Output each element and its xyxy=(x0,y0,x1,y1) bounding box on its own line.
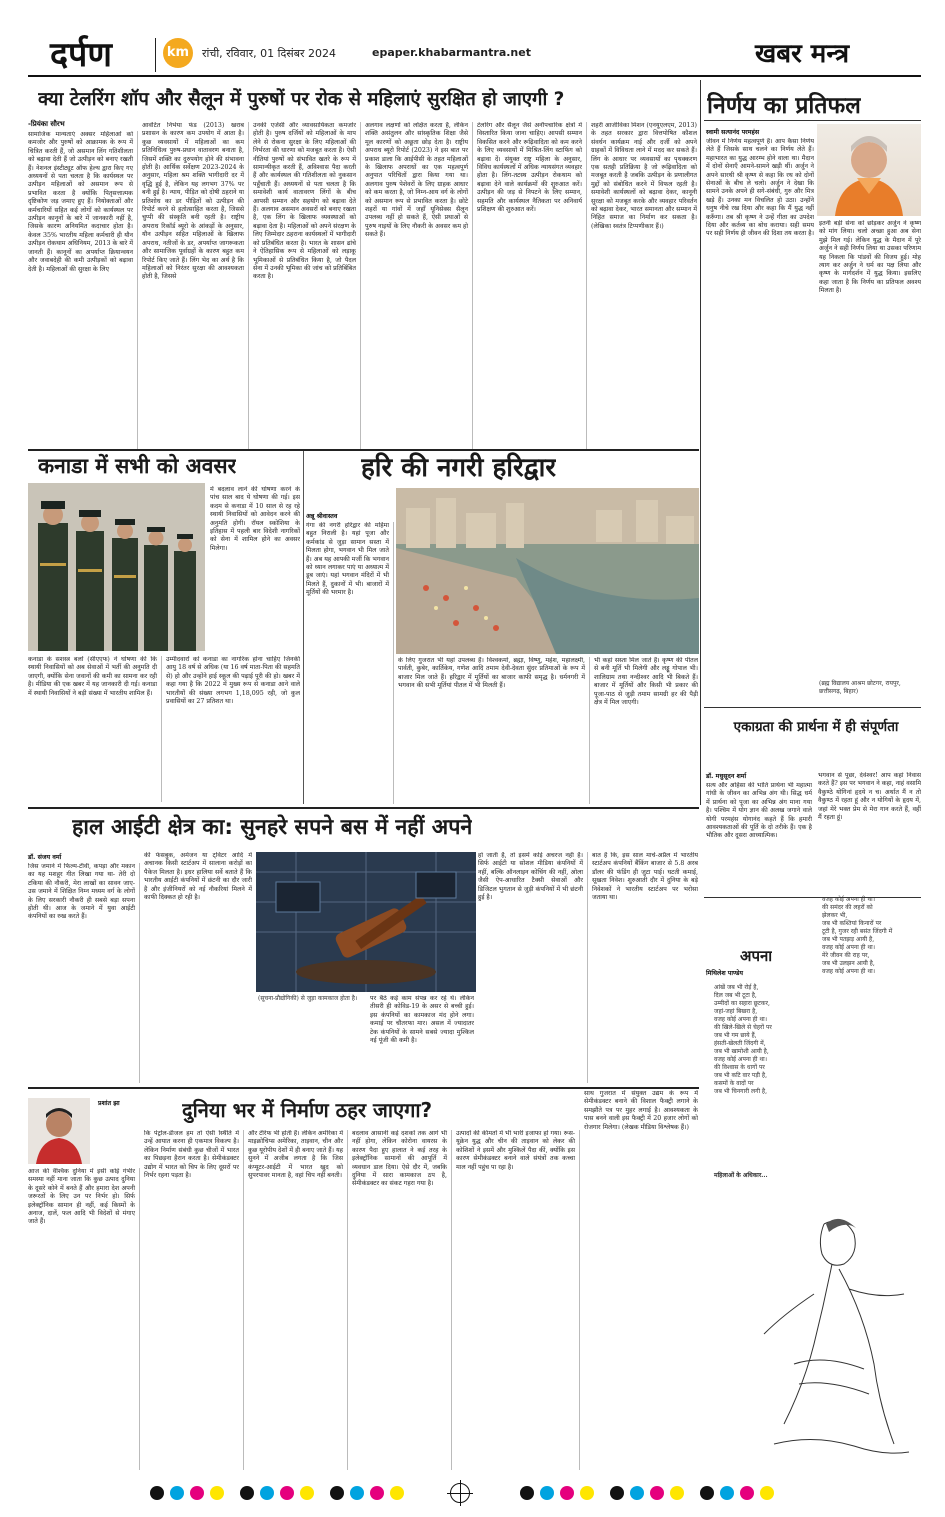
lead-col-6: शहरी आजीविका मिशन (एनयूएलएम, 2013) के तहत सरकार द्वारा वित्तपोषित कौशल संवर्धन कार्यक्रम नाई और दर्जी को अपने ग्राहकों में विविधता लाने में मदद कर सकते हैं। लिंग के आधार पर व्यवसायों का पृथक्करण एक सतही प्रतिक्रिया है जो रूढ़िवादिता को मजबूत करती है जबकि उत्पीड़न के प्रणालीगत मुद्दों को संबोधित करने में विफल रहती है। समावेशी कार्यस्थलों को बढ़ावा देकर, कानूनी सुरक्षा को मजबूत करके और व्यवहार परिवर्तन को बढ़ावा देकर, भारत समानता और सम्मान में निहित समाज का निर्माण कर सकता है। (लेखिका स्वतंत्र टिप्पणीकार हैं।) xyxy=(591,122,697,230)
duniya-byline: प्रशांत झा xyxy=(98,1100,120,1107)
duniya-col-1: आज की वैश्विक दुनिया में इसी कोई गंभीर समस्या नहीं माना जाता कि कुछ उत्पाद दुनिया के दूसरे कोने में बनते हैं और हमारा देश अपनी जरूरतों के लिए उन पर निर्भर हो। सिर्फ इलेक्ट्रॉनिक सामान ही नहीं, कई किस्मों के अनाज, दालें, फल आदि भी विदेशों से मंगाए जाते हैं। xyxy=(28,1168,140,1470)
art-caption: महिलाओं के अधिकार... xyxy=(714,1172,768,1179)
it-col-5: बात है कि, इस साल मार्च-अप्रैल में भारतीय स्टार्टअप कंपनियों बैंकिंग बाजार से 5.8 अरब डॉलर की फंडिंग ही जुटा पाई। घटती कमाई, सूखता निवेश। शुरुआती दौर में दुनिया के बड़े निवेशकों ने भारतीय स्टार्टअप पर भरोसा जताया था। xyxy=(592,852,698,902)
lead-col-2: आवंटित निर्भया फंड (2013) खराब प्रशासन के कारण कम उपयोग में आता है। कुछ व्यवसायों में महिलाओं का कम प्रतिनिधित्व पुरुष-प्रधान वातावरण बनाता है, जिसमें शक्ति का दुरुपयोग होने की संभावना होती है। आर्थिक सर्वेक्षण 2023-2024 के अनुसार, महिला श्रम शक्ति भागीदारी दर में वृद्धि हुई है, लेकिन यह लगभग 37% पर बनी हुई है। न्याय, पीड़ित को दोषी ठहराने या प्रतिशोध का डर पीड़ितों को उत्पीड़न की रिपोर्ट करने से हतोत्साहित करता है, जिससे चुप्पी की संस्कृति बनी रहती है। राष्ट्रीय अपराध रिकॉर्ड ब्यूरो के आंकड़ों के अनुसार, यौन उत्पीड़न सहित महिलाओं के खिलाफ अपराध, नतीजों के डर, अपर्याप्त जागरूकता और सामाजिक पूर्वाग्रहों के कारण बहुत कम रिपोर्ट किए जाते हैं। लिंग भेद का अर्थ है कि महिलाओं को निरंतर सुरक्षा की आवश्यकता होती है, जिससे xyxy=(142,122,249,451)
poem-line: दिल जब भी टूटा है, xyxy=(714,992,757,999)
poem-line: टूटी है, गुजर रही बसंत जिंदगी में xyxy=(822,928,893,935)
duniya-col-5: उत्पादों की कीमतों में भी भारी इजाफा हो गया। रूस-यूक्रेन युद्ध और चीन की ताइवान को लेकर की कोशिशों ने इसमें और मुश्किलें पैदा कीं, क्योंकि इस कारण सेमीकंडक्टर बनाने वाले संयंत्रों तक कच्चा माल नहीं पहुंच पा रहा है। xyxy=(456,1130,580,1470)
it-col-4: हो जाती है, तो इसमें कोई अचरज नहीं है। सिर्फ आईटी या सोशल मीडिया कंपनियों में नहीं, बल्कि ऑनलाइन कोचिंग की नहीं, ओला जैसी ऐप-आधारित टैक्सी सेवाओं और डिजिटल भुगतान से जुड़ी कंपनियों में भी छंटनी हुई है। xyxy=(478,852,588,1083)
section-logo: दर्पण xyxy=(50,35,112,75)
canada-col-2: उम्मीदवारों को कनाडा का नागरिक होना चाहिए जिनकी आयु 18 वर्ष से अधिक (या 16 वर्ष माता-पिता की सहमति से) हो और उन्होंने हाई स्कूल की पढ़ाई पूरी की हो। खबर में कहा गया है कि 2022 में मुख्य रूप से कनाडा आने वाले भारतीयों की संख्या लगभग 1,18,095 रही, जो कुल प्रवासियों का 27 प्रतिशत था। xyxy=(166,656,300,706)
canada-col-1: कनाडा के सशस्त्र बलों (सीएएफ) ने घोषणा की कि स्थायी निवासियों को अब सेवाओं में भर्ती की अनुमति दी जाएगी, क्योंकि सेना जवानों की कमी का सामना कर रही है। मीडिया की एक खबर में यह जानकारी दी गई। कनाडा में स्थायी निवासियों ने बड़ी संख्या में भारतीय शामिल हैं। xyxy=(28,656,162,802)
poem-line: हंसती-खेलती जिंदगी में, xyxy=(714,1040,766,1047)
duniya-col-3: और टेरिफ भी होती हैं। लेकिन अमेरिका में माइक्रोचिप्स अमेरिका, ताइवान, चीन और कुछ यूरोपीय देशों में ही बनाए जाते हैं। यह सुनने में अजीब लगता है कि जिस कंप्यूटर-आईटी में भारत खुद को सुपरपावर मानता है, वहां चिप नहीं बनती। xyxy=(248,1130,348,1470)
it-headline: हाल आईटी क्षेत्र का: सुनहरे सपने बस में नहीं अपने xyxy=(72,815,473,840)
apna-poem xyxy=(714,984,818,1096)
sketch-illustration xyxy=(714,1184,921,1486)
nirnay-credit: (ब्रह्म विद्यालय आश्रम छोटगर, रायपुर, छत्तीसगढ़, बिहार) xyxy=(819,680,901,695)
registration-bar xyxy=(0,1478,945,1508)
haridwar-col-3: भी कहां सस्ता मिल जाते हैं। कृष्ण की पीतल से बनी मूर्ति भी मिलेगी और लड्डू गोपाल भी। शालिग्राम तथा नन्दीश्वर आदि भी बिकते हैं। बाजार में मूर्तियों और किसी भी प्रकार की पूजा-पाठ से जुड़ी तमाम सामग्री हर की पैड़ी क्षेत्र में मिल जाएगी। xyxy=(594,657,698,707)
ekagrata-col-2: भगवान से पूछा, देवेश्वर! आप कहां निवास करते हैं? इस पर भगवान ने कहा, नाहं वसामि वैकुण्ठे योगिनां हृदये न च। अर्थात मैं न तो वैकुण्ठ में रहता हूं और न योगियों के हृदय में, जहां मेरे भक्त प्रेम से मेरा गान करते हैं, वहीं मैं रहता हूं। xyxy=(818,772,921,822)
duniya-col-4: बदलाव आसानी कई दशकों तक आगे भी नहीं होगा, लेकिन कोरोना वायरस के कारण पैदा हुए हालात ने कई तरह के इलेक्ट्रॉनिक सामानों की आपूर्ति में व्यवधान डाल दिया। ऐसे दौर में, जबकि दुनिया में सारा कामकाज ठप है, सेमीकंडक्टर का संकट गहरा गया है। xyxy=(352,1130,452,1470)
duniya-headline: दुनिया भर में निर्माण ठहर जाएगा? xyxy=(182,1098,433,1122)
poem-line: आंखें जब भी रोई है, xyxy=(714,984,759,991)
haridwar-photo xyxy=(396,488,699,654)
canada-text-top: में बदलाव लाने की घोषणा करने के पांच साल बाद ये घोषणा की गई। इस कदम से कनाडा में 10 साल से रह रहे स्थायी निवासियों को आवेदन करने की अनुमति होगी। रॉयल स्कोशिया के इतिहास में पहली बार विदेशी नागरिकों को सेना में शामिल होने का अवसर मिलेगा। xyxy=(210,486,300,552)
apna-title: अपना xyxy=(740,947,773,965)
poem-line: जब भी कटि वार पड़ी है, xyxy=(714,1072,767,1079)
haridwar-col-1: गंगा की नगरी हरिद्वार की महिमा बहुत निराली है। यहां पूजा और कर्मकांड से जुड़ा सामान सस्ता में मिलता होगा, भगवान भी मिल जाते हैं। अब यह आपकी मर्जी कि भगवान को ध्यान लगाकर पाएं या अध्यात्म में डूब जाएं। यहां भगवान मंदिरों में भी मिलते हैं, दुकानों में भी। बाजारों में मूर्तियों की भरमार है। xyxy=(306,522,394,804)
poem-line: वजह कोई अपना ही था। xyxy=(714,1056,767,1063)
brand-logo xyxy=(163,38,193,68)
duniya-col-6: साथ गुजरात में संयुक्त उद्यम के रूप में सेमीकंडक्टर बनाने की विशाल फैक्ट्री लगाने के समझौते पत्र पर मुहर लगाई है। आवश्यकता के पास बनने वाली इस फैक्ट्री में 20 हजार लोगों को रोजगार मिलेगा। (लेखक मीडिया विश्लेषक हैं।) xyxy=(584,1090,698,1131)
duniya-col-2: कि पेट्रोल-डीजल हम तो ऐसी स्थिति में उन्हें आयात करना ही एकमात्र विकल्प है। लेकिन निर्माण संबंधी कुछ चीजों में भारत का पिछड़ना हैरान करता है। सेमीकंडक्टर उद्योग में भारत को चिप के लिए दूसरों पर निर्भर रहना पड़ता है। xyxy=(144,1130,244,1470)
poem-line: जब भी चिनगारी लगी है, xyxy=(714,1088,768,1095)
masthead xyxy=(0,0,945,80)
crosshair-icon xyxy=(450,1483,470,1503)
poem-line: वजह कोई अपना ही था। xyxy=(822,968,875,975)
nirnay-byline: स्वामी सत्यानंद परमहंस xyxy=(706,129,760,136)
haridwar-headline: हरि की नगरी हरिद्वार xyxy=(361,453,556,483)
poem-line: जब भी खामोशी आयी है, xyxy=(714,1048,769,1055)
poem-line: उम्मीदों का सहारा छूटकर, xyxy=(714,1000,770,1007)
lead-col-3: उनकी एजेंसी और व्यावसायिकता कमजोर होती है। पुरुष दर्जियों को महिलाओं के माप लेने से रोकना सुरक्षा के लिए महिलाओं की निर्भरता की धारणा को मजबूत करता है। ऐसी नीतियां पुरुषों को संभावित खतरे के रूप में सामान्यीकृत करती हैं, अविश्वास पैदा करती हैं और कार्यस्थल की गतिशीलता को नुकसान पहुँचाती हैं। अध्ययनों से पता चलता है कि समावेशी कार्य वातावरण लिंगों के बीच आपसी सम्मान और सहयोग को बढ़ावा देते हैं। अलगाव असमान अवसरों को बनाए रखता है, एक लिंग के खिलाफ व्यवस्थाओं को बढ़ावा देता है। महिलाओं को अपने संरक्षण के लिए जिम्मेदार ठहराना कार्यस्थलों में भागीदारी को प्रतिबंधित करता है। भारत के शासन ढांचे ने ऐतिहासिक रूप से महिलाओं को लड़ाकू भूमिकाओं से प्रतिबंधित किया है, जो पैदल सेना में उनकी भूमिका की जांच को प्रतिबिंबित करता है। xyxy=(253,122,361,451)
poem-line: की समंदर की लहरों को xyxy=(822,904,873,911)
gavel-photo xyxy=(256,852,476,992)
poem-line: जब भी गम छाये हैं, xyxy=(714,1032,757,1039)
haridwar-col-2: के लिए गुजरात भी यहां उपलब्ध हैं। विश्वकर्मा, ब्रह्मा, विष्णु, महेश, महालक्ष्मी, पार्वती, कुबेर, कार्तिकेय, गणेश आदि तमाम देवी-देवता सुंदर प्रतिमाओं के रूप में बाजार मिल जाते हैं। हरिद्वार में मूर्तियों का बाजार काफी समृद्ध है। धर्मनगरी में भगवान की सभी मूर्तियां पीतल में भी मिलती हैं। xyxy=(398,657,590,804)
soldiers-photo xyxy=(28,483,205,651)
lead-headline: क्या टेलरिंग शॉप और सैलून में पुरुषों पर रोक से महिलाएं सुरक्षित हो जाएगी ? xyxy=(38,89,565,110)
epaper-url[interactable]: epaper.khabarmantra.net xyxy=(372,46,531,59)
it-photo-caption: (सूचना-प्रौद्योगिकी) से जुड़ा कामकाज होता है। xyxy=(258,995,358,1002)
apna-byline: मिथिलेश पाण्डेय xyxy=(706,970,744,977)
poem-line: जहां-जहां बिखरा है, xyxy=(714,1008,758,1015)
canada-headline: कनाडा में सभी को अवसर xyxy=(38,454,237,478)
haridwar-byline: अन्नू श्रीवास्तव xyxy=(306,513,338,520)
lead-col-1: सामाजिक मान्यताएं अक्सर महिलाओं को कमजोर और पुरुषों को आक्रामक के रूप में चित्रित करती हैं, जो असमान लिंग गतिशीलता को बढ़ावा देती हैं जो उत्पीड़न को बनाए रखती हैं। नेशनल इंस्टीट्यूट ऑफ हेल्थ द्वारा किए गए अध्ययनों से पता चलता है कि कार्यस्थल पर उत्पीड़न महिलाओं को असमान रूप से प्रभावित करता है क्योंकि पितृसत्तात्मक दृष्टिकोण जड़ जमाए हुए हैं। नियोक्ताओं और कर्मचारियों सहित कई लोगों को कार्यस्थल पर उत्पीड़न कानूनों के बारे में जानकारी नहीं है, जिसके कारण अनियमित कदाचार होता है। केवल 35% भारतीय महिला कर्मचारी ही यौन उत्पीड़न रोकथाम अधिनियम, 2013 के बारे में जानती हैं। कानूनों का अपर्याप्त क्रियान्वयन और जवाबदेही की कमी उत्पीड़कों को बढ़ावा देती है। महिलाओं की सुरक्षा के लिए xyxy=(28,131,138,451)
author-photo-2 xyxy=(28,1098,90,1164)
nirnay-text-1: जीवन में निर्णय महत्वपूर्ण है। आप कैसा निर्णय लेते हैं जिसके साथ चलने का निर्णय लेते हैं। महाभारत का युद्ध आरम्भ होने वाला था। मैदान में दोनों सेनाएँ आमने-सामने खड़ी थीं। अर्जुन ने अपने सारथी श्री कृष्ण से कहा कि रथ को दोनों सेनाओं के बीच ले चलो। अर्जुन ने देखा कि सामने उनके अपने ही सगे-संबंधी, गुरु और मित्र खड़े हैं। उनका मन विचलित हो उठा। उन्होंने धनुष नीचे रख दिया और कहा कि मैं युद्ध नहीं करूँगा। तब श्री कृष्ण ने उन्हें गीता का उपदेश दिया और कर्तव्य का बोध कराया। सही समय पर सही निर्णय ही जीवन की दिशा तय करता है। xyxy=(706,138,814,238)
poem-line: जब भी पतझड़ आयी है, xyxy=(822,936,875,943)
it-col-3: पर बैठे कई काम संपन्न कर रहे थे। लेकिन तीसरी ही कोविड-19 के असर से बच्ची हुई। इस कंपनियों का कामकाज मंद होने लगा। कमाई पर चौतरफा मार। असल में ज्यादातर टेक कंपनियों के सामने सबसे ज्यादा मुश्किल नई पूंजी की कमी है। xyxy=(370,995,474,1045)
poem-line: जब भी कश्तियां किनारों पर xyxy=(822,920,882,927)
ekagrata-col-1: सत्य और अहिंसा की भांति प्रार्थना भी महात्मा गांधी के जीवन का अभिन्न अंग थी। सिद्ध धर्म में प्रार्थना को पूजा का अभिन्न अंग माना गया है। पश्चिम में योग ज्ञान की अलख जगाने वाले योगी परमहंस योगानंद कहते हैं कि हमारी आवश्यकताओं की पूर्ति के दो तरीके हैं। एक है भौतिक और दूसरा आध्यात्मिक। xyxy=(706,782,812,840)
nirnay-headline: निर्णय का प्रतिफल xyxy=(707,93,861,119)
ekagrata-headline: एकाग्रता की प्रार्थना में ही संपूर्णता xyxy=(733,719,899,735)
poem-line: वजह कोई अपना ही था। xyxy=(822,944,875,951)
lead-col-4: अलगाव लक्षणों को लक्षित करता है, लेकिन शक्ति असंतुलन और सांस्कृतिक शिक्षा जैसे मूल कारणों को अछूता छोड़ देता है। राष्ट्रीय अपराध ब्यूरो रिपोर्ट (2023) ने इस बात पर प्रकाश डाला कि आईपीसी के तहत महिलाओं के खिलाफ अपराधों का एक महत्वपूर्ण अनुपात परिचितों द्वारा किया गया था। अलगाव पुरुष पेशेवरों के लिए ग्राहक आधार को कम करता है, जो निम्न-आय वर्ग के लोगों को असमान रूप से प्रभावित करता है। छोटे शहरों या गांवों में जहाँ यूनिसेक्स सैलून उपलब्ध नहीं हो सकते हैं, ऐसी प्रथाओं से पुरुष नाइयों के लिए नौकरी के अवसर कम हो सकते हैं। xyxy=(365,122,473,451)
poem-line: की खिले-खिले से चेहरों पर xyxy=(714,1024,772,1031)
nirnay-text-2: इतनी बड़ी सेना को छोड़कर अर्जुन ने कृष्ण को मांग लिया। चलो अच्छा हुआ अब सेना मुझे मिल गई। लेकिन युद्ध के मैदान में पूरे अर्जुन ने सही निर्णय लिया था उसका परिणाम यह निकला कि पांडवों की विजय हुई। मोह त्याग कर अर्जुन ने धर्म का पक्ष लिया और कृष्ण के मार्गदर्शन में युद्ध किया। इसलिए कहा जाता है कि निर्णय का प्रतिफल अवश्य मिलता है। xyxy=(819,220,921,295)
poem-right xyxy=(822,896,922,976)
lead-byline: -प्रियंका सौरभ xyxy=(28,120,65,128)
poem-line: कसमों के वादों पर xyxy=(714,1080,754,1087)
it-byline: डॉ. संजय वर्मा xyxy=(28,854,62,861)
ekagrata-byline: डॉ. मधुसूदन शर्मा xyxy=(706,773,747,780)
poem-line: जब भी उलझन आयी है, xyxy=(822,960,875,967)
paper-name: खबर मन्त्र xyxy=(755,39,850,69)
author-photo xyxy=(817,124,921,216)
it-col-1: जिस जमाने में फिल्म-टीवी, कपड़ा और मकान का यह मशहूर गीत लिखा गया था- तेरी दो टकिया की नौकरी, मेरा लाखों का सावन जाए- उस जमाने में शिक्षित निम्न मध्यम वर्ग के लोगों के लिए सरकारी नौकरी ही सबसे बड़ा सपना होती थी। आज के जमाने में युवा आईटी कंपनियों का रुख करते हैं। xyxy=(28,863,140,1083)
poem-line: झेलकर भी, xyxy=(822,912,848,919)
it-col-2: की फेसबुक, अमेजन या ट्विटर आदि में अचानक किसी स्टार्टअप में सालाना करोड़ों का पैकेज मिलता है। इधर हालिया सर्वे बताते हैं कि भारतीय आईटी कंपनियों में छंटनी का दौर जारी है और इंजीनियरों को नई नौकरियां मिलने में काफी दिक्कत हो रही है। xyxy=(144,852,252,902)
poem-line: वजह कोई अपना ही था। xyxy=(822,896,875,903)
poem-line: वजह कोई अपना ही था। xyxy=(714,1016,767,1023)
lead-col-5: टेलरिंग और सैलून जैसे अनौपचारिक क्षेत्रों में विस्तारित किया जाना चाहिए। आपसी सम्मान विकसित करने और रूढ़िवादिता को कम करने के लिए व्यवसायों में मिश्रित-लिंग स्टाफिंग को बढ़ावा दें। संयुक्त राष्ट्र महिला के अनुसार, विविध कार्यस्थलों में अधिक न्यायसंगत व्यवहार होता है। लिंग-तटस्थ उत्पीड़न रोकथाम को बढ़ावा देने वाले कार्यक्रमों की शुरुआत करें। उत्पीड़न की जड़ से निपटने के लिए सम्मान, सहमति और कार्यस्थल नैतिकता पर अनिवार्य प्रशिक्षण की शुरुआत करें। xyxy=(477,122,587,451)
brand-logo-text: km xyxy=(166,45,190,60)
poem-line: की विश्वास के धागों पर xyxy=(714,1064,765,1071)
poem-line: मेरे जीवन की राह पर, xyxy=(822,952,870,959)
dateline: रांची, रविवार, 01 दिसंबर 2024 xyxy=(202,47,336,60)
